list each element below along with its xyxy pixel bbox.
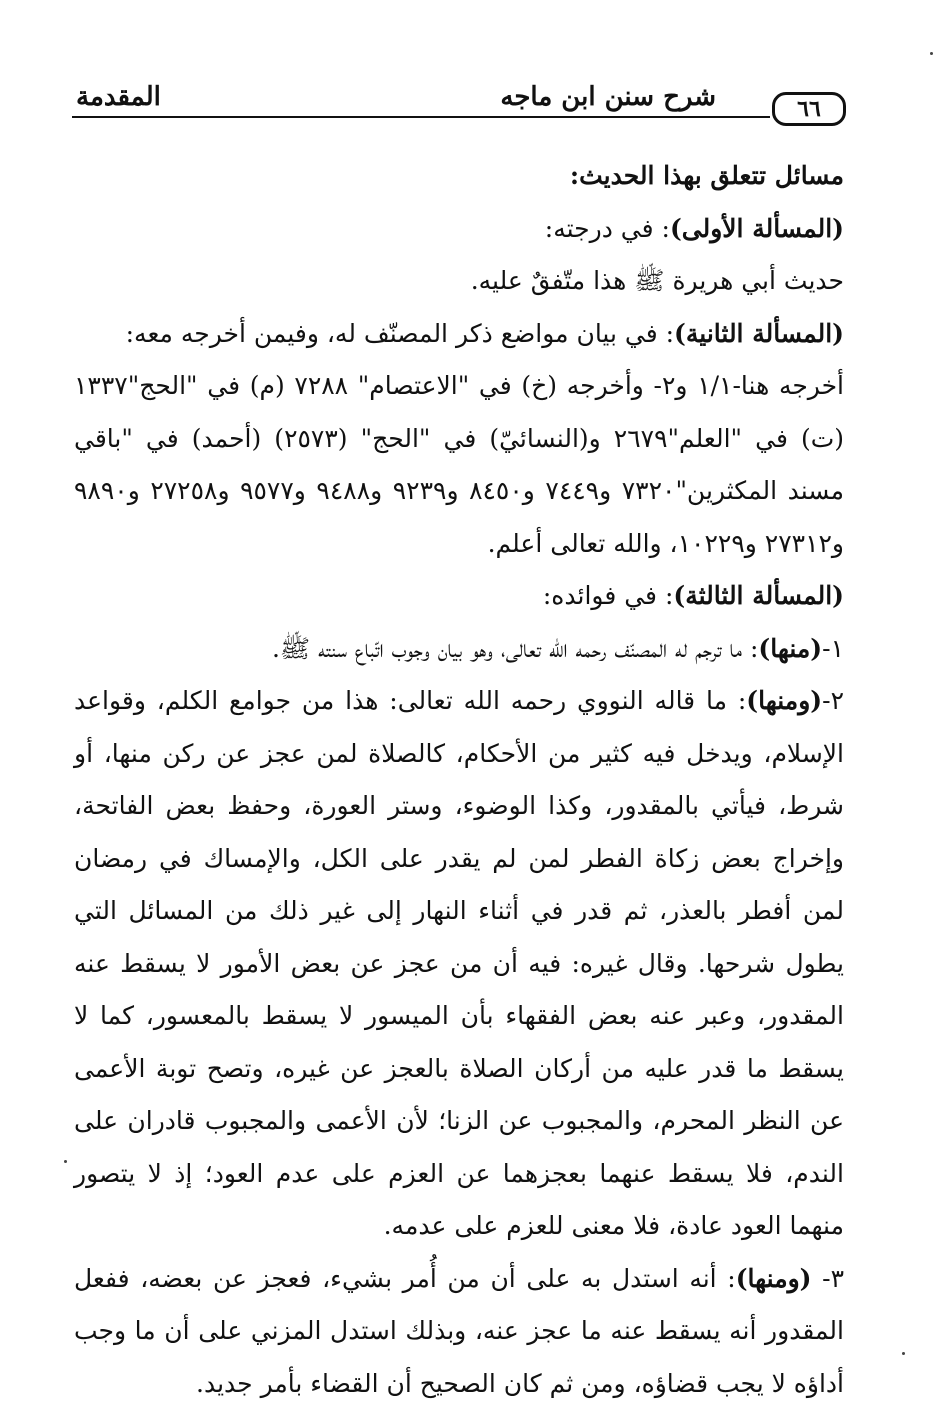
scan-speck: [64, 1160, 67, 1163]
section-title: المقدمة: [76, 84, 161, 110]
issue-2: [74, 308, 844, 361]
header-rule: [72, 116, 770, 118]
benefit-1-text: : ما ترجم له المصنّف رحمه الله تعالى، وهو بيان وجوب اتّباع سنته ﷺ.: [272, 634, 758, 663]
issue-1: [74, 203, 844, 256]
benefit-3-text: : أنه استدل به على أن من أُمر بشيء، فعجز عن بعضه، ففعل المقدور أنه يسقط عنه ما عجز عنه، وبذلك استدل المزني على أن ما وجب أداؤه لا يجب قضاؤه، ومن ثم كان الصحيح أن القضاء بأمر جديد.: [74, 1264, 844, 1398]
section-heading: مسائل تتعلق بهذا الحديث:: [74, 150, 844, 203]
issue-2-label: (المسألة الثانية): [674, 319, 844, 348]
issue-1-label: (المسألة الأولى): [670, 214, 844, 243]
benefit-2-text: : ما قاله النووي رحمه الله تعالى: هذا من جوامع الكلم، وقواعد الإسلام، ويدخل فيه كثير من الأحكام، كالصلاة لمن عجز عن ركن منها، أو شرط، فيأتي بالمقدور، وكذا الوضوء، وستر العورة، وحفظ بعض الفاتحة، وإخراج بعض زكاة الفطر لمن لم يقدر على الكل، والإمساك في رمضان لمن أفطر بالعذر، ثم قدر في أثناء النهار إلى غير ذلك من المسائل التي يطول شرحها. وقال غيره: فيه أن من عجز عن بعض الأمور لا يسقط عنه المقدور، وعبر عنه بعض الفقهاء بأن الميسور لا يسقط بالمعسور، كما لا يسقط ما قدر عليه من أركان الصلاة بالعجز عن غيره، وتصح توبة الأعمى عن النظر المحرم، والمجبوب عن الزنا؛ لأن الأعمى والمجبوب قادران على الندم، فلا يسقط عنهما بعجزهما عن العزم على عدم العود؛ إذ لا يتصور منهما العود عادة، فلا معنى للعزم على عدمه.: [74, 686, 844, 1240]
issue-3: [74, 570, 844, 623]
issue-2-text: : في بيان مواضع ذكر المصنّف له، وفيمن أخرجه معه:: [126, 319, 674, 348]
issue-1-answer: حديث أبي هريرة ﷺ هذا متّفقٌ عليه.: [74, 255, 844, 308]
issue-2-answer: أخرجه هنا-١/١ و٢- وأخرجه (خ) في "الاعتصام" ٧٢٨٨ (م) في "الحج"١٣٣٧ (ت) في "العلم"٢٦٧٩ و(النسائيّ) في "الحج" (٢٥٧٣) (أحمد) في "باقي مسند المكثرين"٧٣٢٠ و٧٤٤٩ و٨٤٥٠ و٩٢٣٩ و٩٤٨٨ و٩٥٧٧ و٢٧٢٥٨ و٩٨٩٠ و٢٧٣١٢ و١٠٢٢٩، والله تعالى أعلم.: [74, 360, 844, 570]
benefit-1-number: ١-: [822, 634, 844, 663]
issue-3-text: : في فوائده:: [543, 581, 674, 610]
benefit-2-label: (ومنها): [746, 686, 822, 715]
scan-speck: [930, 52, 933, 55]
book-title: شرح سنن ابن ماجه: [500, 84, 716, 110]
benefit-3-label: (ومنها): [736, 1264, 812, 1293]
benefit-3: [74, 1253, 844, 1410]
issue-1-text: : في درجته:: [545, 214, 670, 243]
benefit-1-label: (منها): [758, 634, 822, 663]
issue-3-label: (المسألة الثالثة): [673, 581, 844, 610]
benefit-2-number: ٢-: [822, 686, 844, 715]
running-header: [72, 62, 846, 122]
page-number: ٦٦: [772, 92, 846, 126]
benefit-1: [74, 623, 844, 676]
scan-speck: [902, 1352, 905, 1355]
page-body: [74, 150, 844, 1410]
benefit-3-number: ٣-: [812, 1264, 845, 1293]
benefit-2: [74, 675, 844, 1253]
